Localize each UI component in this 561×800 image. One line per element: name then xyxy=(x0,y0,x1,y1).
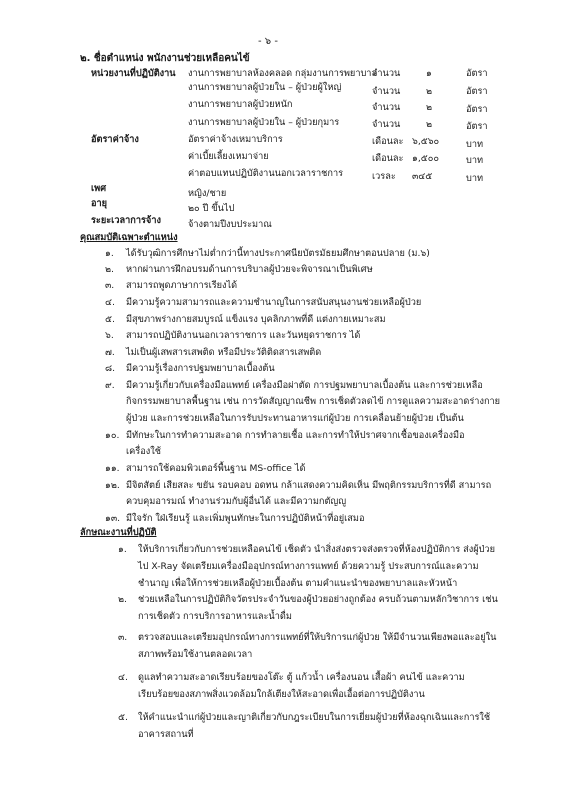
wage-period: เดือนละ xyxy=(372,153,404,164)
qual-number: ๒. xyxy=(105,264,114,275)
unit-count-label: จำนวน xyxy=(372,86,401,97)
duty-line: อาคารสถานที่ xyxy=(138,729,194,740)
unit-unit: อัตรา xyxy=(466,121,488,132)
qual-number: ๗. xyxy=(105,347,115,358)
wage-name: ค่าเบี้ยเลี้ยงเหมาจ่าย xyxy=(188,151,269,162)
duty-number: ๕. xyxy=(118,712,128,723)
duty-number: ๒. xyxy=(118,594,127,605)
wage-amount: ๓๔๕ xyxy=(412,171,433,182)
unit-count: ๒ xyxy=(426,102,433,113)
unit-name: งานการพยาบาลผู้ป่วยหนัก xyxy=(188,99,293,110)
qual-number: ๓. xyxy=(105,280,115,291)
term-label: ระยะเวลาการจ้าง xyxy=(91,215,161,226)
qual-line: เครื่องใช้ xyxy=(126,446,161,457)
wage-period: เดือนละ xyxy=(372,136,404,147)
qual-line: มีสุขภาพร่างกายสมบูรณ์ แข็งแรง บุคลิกภาพที่ดี แต่งกายเหมาะสม xyxy=(126,314,386,325)
qual-line: ไม่เป็นผู้เสพสารเสพติด หรือมีประวัติติดสารเสพติด xyxy=(126,347,322,358)
duty-line: ตรวจสอบและเตรียมอุปกรณ์ทางการแพทย์ที่ให้บริการแก่ผู้ป่วย ให้มีจำนวนเพียงพอและอยู่ใน xyxy=(138,632,497,643)
qual-line: สามารถปฏิบัติงานนอกเวลาราชการ และวันหยุดราชการ ได้ xyxy=(126,330,361,341)
duty-line: ช่วยเหลือในการปฏิบัติกิจวัตรประจำวันของผู้ป่วยอย่างถูกต้อง ครบถ้วนตามหลักวิชาการ เช่น xyxy=(138,594,498,605)
term-value: จ้างตามปีงบประมาณ xyxy=(188,219,272,230)
wage-name: อัตราค่าจ้างเหมาบริการ xyxy=(188,134,283,145)
qual-line: มีความรู้เรื่องการปฐมพยาบาลเบื้องต้น xyxy=(126,363,275,374)
qual-number: ๑๒. xyxy=(105,480,120,491)
qual-number: ๙. xyxy=(105,380,115,391)
unit-unit: อัตรา xyxy=(466,68,488,79)
qual-line: กิจกรรมพยาบาลพื้นฐาน เช่น การวัดสัญญาณชีพ การเช็ดตัวลดไข้ การดูแลความสะอาดร่างกาย xyxy=(126,396,501,407)
qual-line: ได้รับวุฒิการศึกษาไม่ต่ำกว่านี้ทางประกาศนียบัตรมัธยมศึกษาตอนปลาย (ม.๖) xyxy=(126,248,430,259)
qual-line: มีจิตสัตย์ เสียสละ ขยัน รอบคอบ อดทน กล้าแสดงความคิดเห็น มีพฤติกรรมบริการที่ดี สามารถ xyxy=(126,480,492,491)
unit-name: งานการพยาบาลห้องคลอด กลุ่มงานการพยาบาล xyxy=(188,68,378,79)
wage-unit: บาท xyxy=(466,155,484,166)
qual-number: ๕. xyxy=(105,314,115,325)
qual-number: ๔. xyxy=(105,297,115,308)
qual-number: ๑๓. xyxy=(105,513,121,524)
qual-number: ๑๑. xyxy=(105,463,120,474)
duty-number: ๑. xyxy=(118,544,127,555)
duty-line: ให้บริการเกี่ยวกับการช่วยเหลือคนไข้ เช็ดตัว นำสิ่งส่งตรวจส่งตรวจที่ห้องปฏิบัติการ ส่งผู้ป่วย xyxy=(138,544,495,555)
duty-line: การเช็ดตัว การบริการอาหารและน้ำดื่ม xyxy=(138,611,292,622)
duty-number: ๔. xyxy=(118,672,128,683)
qual-line: มีความรู้ความสามารถและความชำนาญในการสนับสนุนงานช่วยเหลือผู้ป่วย xyxy=(126,297,422,308)
page-number: - ๖ - xyxy=(258,36,278,47)
qual-number: ๑๐. xyxy=(105,430,120,441)
sex-label: เพศ xyxy=(91,183,107,194)
qual-line: มีใจรัก ใฝ่เรียนรู้ และเพิ่มพูนทักษะในการปฏิบัติหน้าที่อยู่เสมอ xyxy=(126,513,365,524)
wage-name: ค่าตอบแทนปฏิบัติงานนอกเวลาราชการ xyxy=(188,168,344,179)
wage-period: เวรละ xyxy=(372,171,396,182)
unit-name: งานการพยาบาลผู้ป่วยใน – ผู้ป่วยกุมาร xyxy=(188,117,340,128)
wage-amount: ๑,๕๐๐ xyxy=(412,153,439,164)
duty-line: สภาพพร้อมใช้งานตลอดเวลา xyxy=(138,649,253,660)
qual-number: ๘. xyxy=(105,363,116,374)
wage-unit: บาท xyxy=(466,173,484,184)
duties-title: ลักษณะงานที่ปฏิบัติ xyxy=(80,527,157,538)
qual-number: ๖. xyxy=(105,330,114,341)
unit-count-label: จำนวน xyxy=(372,119,401,130)
sex-value: หญิง/ชาย xyxy=(188,188,227,199)
wage-unit: บาท xyxy=(466,139,484,150)
duty-line: ชำนาญ เพื่อให้การช่วยเหลือผู้ป่วยเบื้องต้น ตามคำแนะนำของพยาบาลและหัวหน้า xyxy=(138,578,458,589)
age-value: ๒๐ ปี ขึ้นไป xyxy=(188,203,235,214)
age-label: อายุ xyxy=(91,198,108,209)
unit-count: ๑ xyxy=(426,68,432,79)
wage-label: อัตราค่าจ้าง xyxy=(91,134,139,145)
duty-line: ให้คำแนะนำแก่ผู้ป่วยและญาติเกี่ยวกับกฎระเบียบในการเยี่ยมผู้ป่วยที่ห้องฉุกเฉินและการใช้ xyxy=(138,712,491,723)
qual-line: สามารถใช้คอมพิวเตอร์พื้นฐาน MS-office ได้ xyxy=(126,463,306,474)
unit-count-label: จำนวน xyxy=(372,68,401,79)
units-label: หน่วยงานที่ปฏิบัติงาน xyxy=(91,68,176,79)
qual-line: มีทักษะในการทำความสะอาด การทำลายเชื้อ และการทำให้ปราศจากเชื้อของเครื่องมือ xyxy=(126,430,465,441)
duty-number: ๓. xyxy=(118,632,128,643)
duty-line: ไป X-Ray จัดเตรียมเครื่องมืออุปกรณ์ทางการแพทย์ ด้วยความรู้ ประสบการณ์และความ xyxy=(138,561,479,572)
unit-name: งานการพยาบาลผู้ป่วยใน – ผู้ป่วยผู้ใหญ่ xyxy=(188,82,342,93)
wage-amount: ๖,๕๖๐ xyxy=(412,136,440,147)
qual-line: หากผ่านการฝึกอบรมด้านการบริบาลผู้ป่วยจะพิจารณาเป็นพิเศษ xyxy=(126,264,373,275)
unit-count: ๒ xyxy=(426,86,433,97)
section-title: ๒. ชื่อตำแหน่ง พนักงานช่วยเหลือคนไข้ xyxy=(80,53,250,64)
qualifications-title: คุณสมบัติเฉพาะตำแหน่ง xyxy=(80,232,178,243)
unit-count-label: จำนวน xyxy=(372,102,401,113)
qual-line: ควบคุมอารมณ์ ทำงานร่วมกับผู้อื่นได้ และมีความกตัญญู xyxy=(126,496,347,507)
qual-line: ผู้ป่วย และการช่วยเหลือในการรับประทานอาหารแก่ผู้ป่วย การเคลื่อนย้ายผู้ป่วย เป็นต้น xyxy=(126,413,464,424)
qual-line: มีความรู้เกี่ยวกับเครื่องมือแพทย์ เครื่องมือผ่าตัด การปฐมพยาบาลเบื้องต้น และการช่วยเหลือ xyxy=(126,380,483,391)
duty-line: เรียบร้อยของสภาพสิ่งแวดล้อมใกล้เตียงให้สะอาดเพื่อเอื้อต่อการปฏิบัติงาน xyxy=(138,689,425,700)
duty-line: ดูแลทำความสะอาดเรียบร้อยของโต๊ะ ตู้ แก้วน้ำ เครื่องนอน เสื้อผ้า คนไข้ และความ xyxy=(138,672,465,683)
qual-number: ๑. xyxy=(105,248,114,259)
unit-unit: อัตรา xyxy=(466,86,488,97)
qual-line: สามารถพูดภาษาการเรียงได้ xyxy=(126,280,238,291)
unit-count: ๒ xyxy=(426,119,433,130)
unit-unit: อัตรา xyxy=(466,104,488,115)
